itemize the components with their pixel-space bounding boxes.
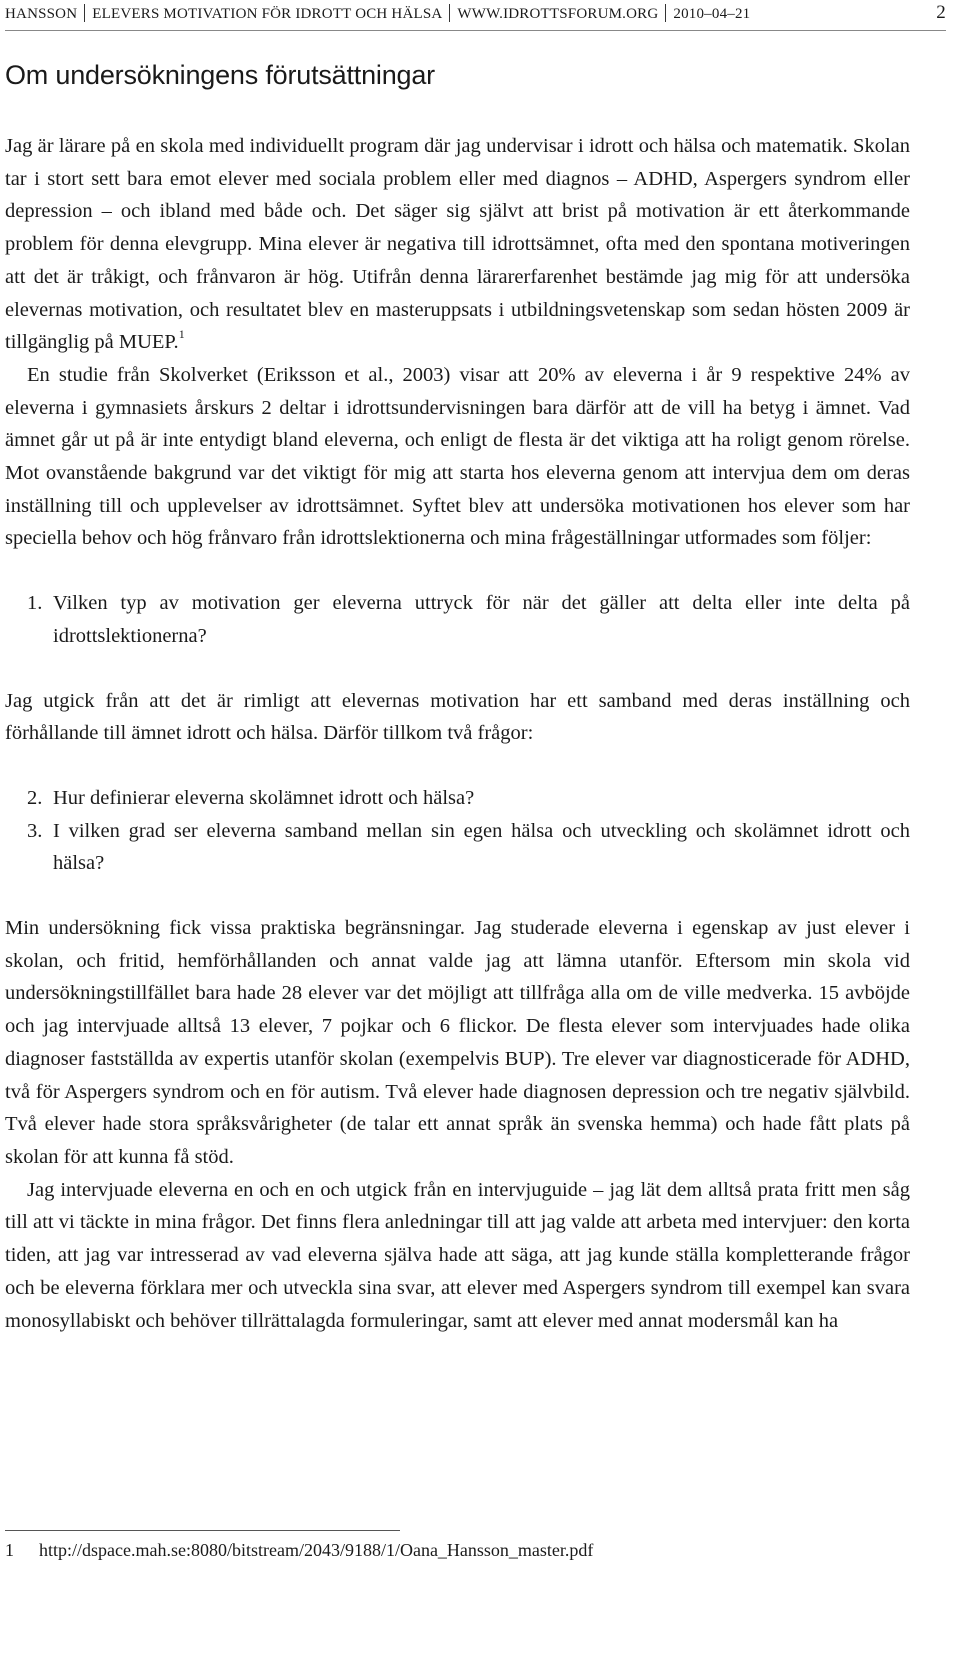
question-text: Hur definierar eleverna skolämnet idrott och hälsa? [53,786,475,809]
question-text: I vilken grad ser eleverna samband mellan sin egen hälsa och utveckling och skolämnet idrott och hälsa? [53,819,910,875]
footnote [5,1540,593,1561]
question-number: 1. [27,592,43,615]
header-date: 2010–04–21 [673,6,751,22]
question-number: 3. [27,819,43,842]
footnote-number: 1 [5,1540,14,1560]
paragraph-limitations: Min undersökning fick vissa praktiska begränsningar. Jag studerade eleverna i egenskap av just elever i skolan, och fritid, hemförhållanden och annat valde jag att lämna utanför. Eftersom min skola vid undersökningstillfället bara hade 28 elever var det möjligt att tillfråga alla om de ville medverka. 15 avböjde och jag intervjuade alltså 13 elever, 7 pojkar och 6 flickor. De flesta elever som intervjuades hade olika diagnoser fastställda av expertis utanför skolan (exempelvis BUP). Tre elever var diagnosticerade för ADHD, två för Aspergers syndrom och en för autism. Två elever hade diagnosen depression och tre negativ självbild. Två elever hade stora språksvårigheter (de talar ett annat språk än svenska hemma) och hade fått plats på skolan för att kunna få stöd. [5,917,910,1168]
header-author: HANSSON [5,6,78,22]
running-header [5,0,946,31]
question-list-2 [5,782,910,880]
body-text [5,130,910,1337]
header-separator [84,4,85,22]
footnote-link[interactable]: http://dspace.mah.se:8080/bitstream/2043/9188/1/Oana_Hansson_master.pdf [39,1540,594,1560]
question-list-1 [5,587,910,652]
question-number: 2. [27,786,43,809]
page-number: 2 [936,2,946,23]
header-left [5,4,750,23]
header-separator [449,4,450,22]
paragraph-intro [5,130,910,359]
question-item [5,782,910,815]
question-item [5,587,910,652]
header-title: ELEVERS MOTIVATION FÖR IDROTT OCH HÄLSA [92,6,443,22]
section-heading: Om undersökningens förutsättningar [5,60,435,90]
header-site[interactable]: WWW.IDROTTSFORUM.ORG [457,6,659,22]
footnote-ref[interactable]: 1 [178,327,185,342]
question-text: Vilken typ av motivation ger eleverna uttryck för när det gäller att delta eller inte delta på idrottslektionerna? [53,592,910,647]
paragraph-method: Jag intervjuade eleverna en och en och utgick från en intervjuguide – jag lät dem alltså prata fritt men såg till att vi täckte in mina frågor. Det finns flera anledningar till att jag valde att arbeta med intervjuer: den korta tiden, att jag var intresserad av vad eleverna själva hade att säga, att jag kunde ställa kompletterande frågor och be eleverna förklara mer och utveckla sina svar, att elever med Aspergers syndrom till exempel kan svara monosyllabiskt och behöver tillrättalagda formuleringar, samt att elever med annat modersmål kan ha [5,1178,910,1332]
paragraph-intro-text: Jag är lärare på en skola med individuellt program där jag undervisar i idrott och hälsa och matematik. Skolan tar i stort sett bara emot elever med sociala problem eller med diagnos – ADHD, Aspergers syndrom eller depression – och ibland med både och. Det säger sig självt att brist på motivation är ett återkommande problem för denna elevgrupp. Mina elever är negativa till idrottsämnet, ofta med den spontana motiveringen att det är tråkigt, och frånvaron är hög. Utifrån denna lärarerfarenhet bestämde jag mig för att undersöka elevernas motivation, och resultatet blev en masteruppsats i utbildningsvetenskap som sedan hösten 2009 är tillgänglig på MUEP. [5,135,910,354]
paragraph-background: En studie från Skolverket (Eriksson et al., 2003) visar att 20% av eleverna i år 9 respektive 24% av eleverna i gymnasiets årskurs 2 deltar i idrottsundervisningen bara därför att de vill ha betyg i ämnet. Vad ämnet går ut på är inte entydigt bland eleverna, och enligt de flesta är det viktiga att ha roligt genom rörelse. Mot ovanstående bakgrund var det viktigt för mig att starta hos eleverna genom att intervjua dem om deras inställning till och upplevelser av idrottsämnet. Syftet blev att undersöka motivationen hos elever som har speciella behov och hög frånvaro från idrottslektionerna och mina frågeställningar utformades som följer: [5,363,910,550]
footnote-rule [5,1530,400,1531]
question-item [5,815,910,880]
header-separator [665,4,666,22]
paragraph-assumption: Jag utgick från att det är rimligt att elevernas motivation har ett samband med deras inställning och förhållande till ämnet idrott och hälsa. Därför tillkom två frågor: [5,689,910,745]
